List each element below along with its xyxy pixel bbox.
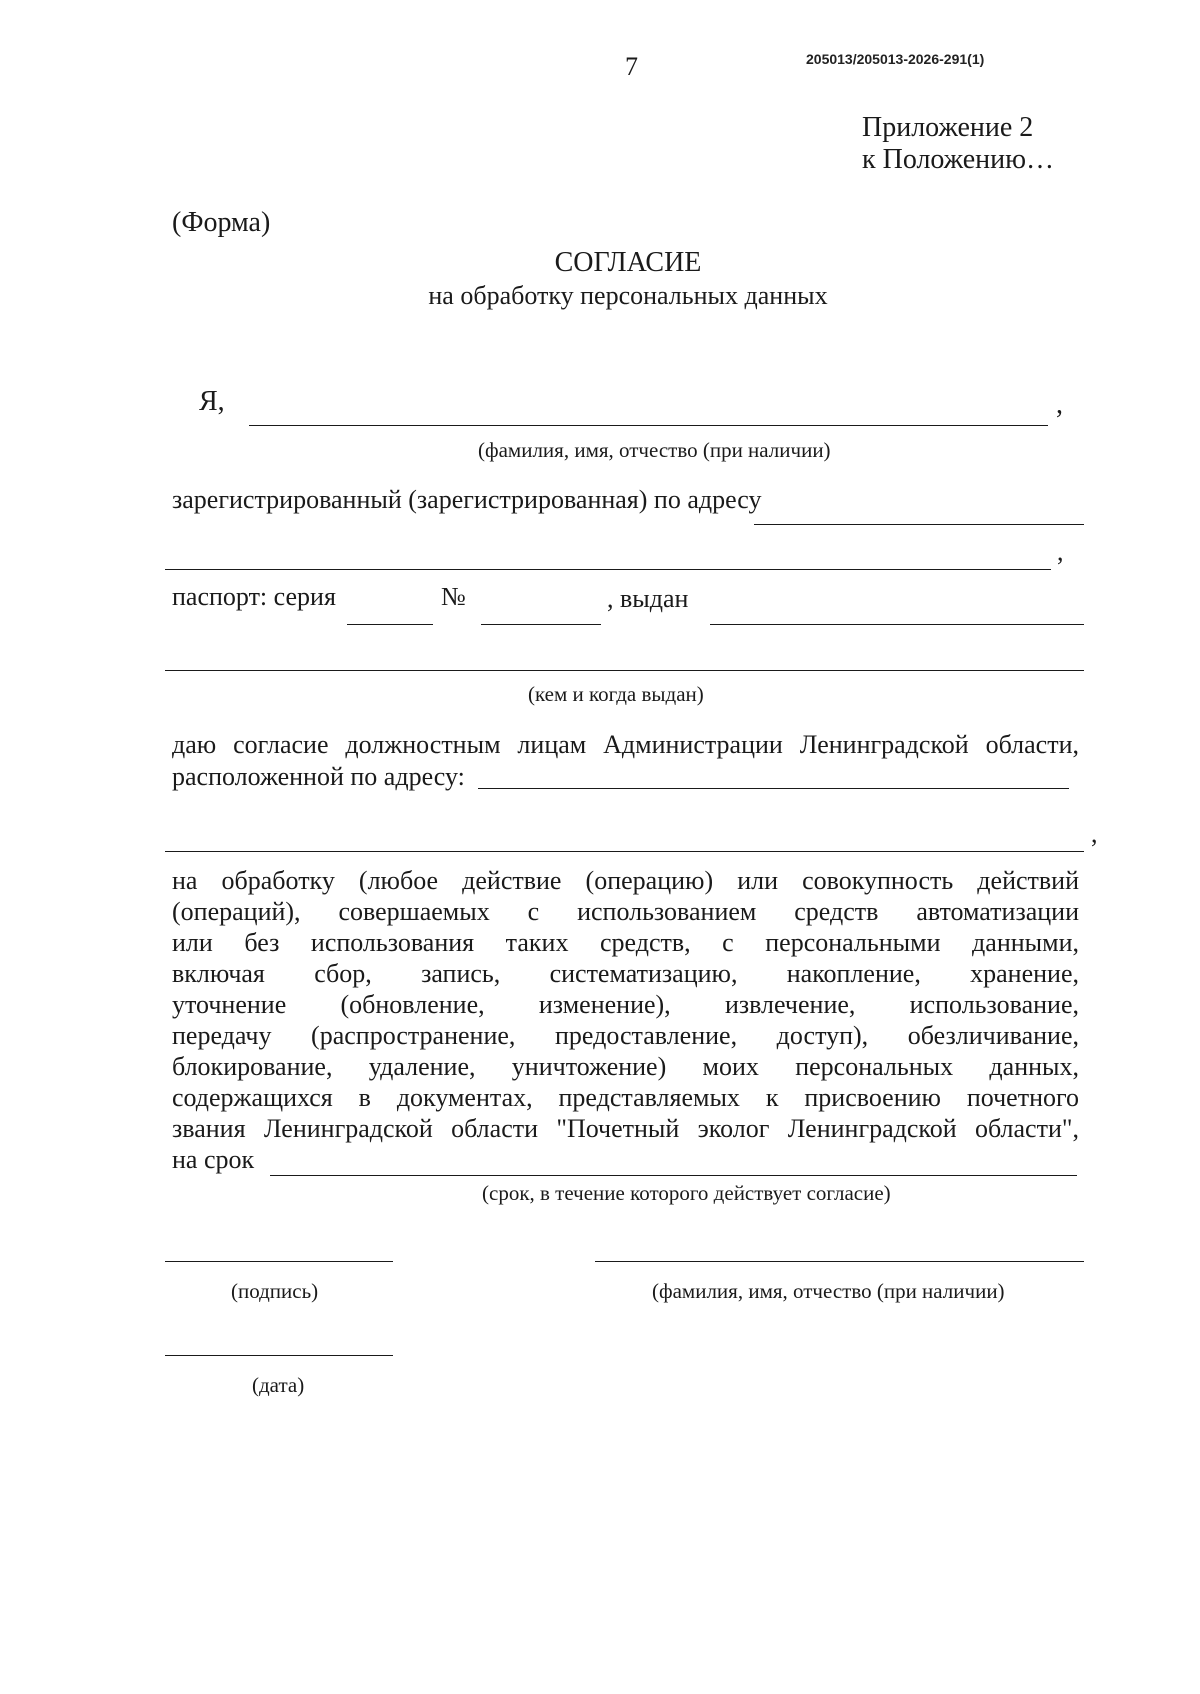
body-line-8: содержащихся в документах, представляемых к присвоению почетного bbox=[172, 1083, 1079, 1112]
fio-caption: (фамилия, имя, отчество (при наличии) bbox=[478, 438, 831, 462]
body-line-2: (операций), совершаемых с использованием средств автоматизации bbox=[172, 897, 1079, 926]
admin-address-input-line-2[interactable] bbox=[165, 851, 1084, 852]
registered-label: зарегистрированный (зарегистрированная) по адресу bbox=[172, 485, 762, 514]
signer-fio-caption: (фамилия, имя, отчество (при наличии) bbox=[652, 1279, 1005, 1303]
appendix-line-2: к Положению… bbox=[862, 144, 1055, 175]
admin-address-input-line-1[interactable] bbox=[478, 788, 1069, 789]
body-line-5: уточнение (обновление, изменение), извлечение, использование, bbox=[172, 990, 1079, 1019]
address-input-line-2[interactable] bbox=[165, 569, 1051, 570]
ya-prefix: Я, bbox=[199, 386, 225, 417]
passport-series-input-line[interactable] bbox=[347, 624, 433, 625]
fio-comma: , bbox=[1056, 389, 1063, 420]
body-line-6: передачу (распространение, предоставление, доступ), обезличивание, bbox=[172, 1021, 1079, 1050]
issued-by-input-line-2[interactable] bbox=[165, 670, 1084, 671]
passport-number-input-line[interactable] bbox=[481, 624, 601, 625]
passport-series-label: паспорт: серия bbox=[172, 582, 336, 611]
body-line-9: звания Ленинградской области "Почетный эколог Ленинградской области", bbox=[172, 1114, 1079, 1143]
document-title: СОГЛАСИЕ bbox=[554, 247, 702, 278]
admin-address-comma: , bbox=[1091, 819, 1098, 848]
document-code: 205013/205013-2026-291(1) bbox=[806, 51, 985, 67]
signature-caption: (подпись) bbox=[231, 1279, 319, 1303]
page-number: 7 bbox=[625, 52, 638, 81]
body-line-3: или без использования таких средств, с персональными данными, bbox=[172, 928, 1079, 957]
body-line-1: на обработку (любое действие (операцию) или совокупность действий bbox=[172, 866, 1079, 895]
term-caption: (срок, в течение которого действует согласие) bbox=[482, 1181, 891, 1205]
issued-caption: (кем и когда выдан) bbox=[528, 682, 704, 706]
signer-fio-input-line[interactable] bbox=[595, 1261, 1084, 1262]
issued-by-input-line-1[interactable] bbox=[710, 624, 1084, 625]
body-line-4: включая сбор, запись, систематизацию, накопление, хранение, bbox=[172, 959, 1079, 988]
consent-line-2: расположенной по адресу: bbox=[172, 762, 465, 791]
issued-label: , выдан bbox=[607, 584, 689, 613]
document-subtitle: на обработку персональных данных bbox=[428, 281, 828, 310]
address-comma: , bbox=[1057, 537, 1064, 566]
address-input-line-1[interactable] bbox=[754, 524, 1084, 525]
signature-input-line[interactable] bbox=[165, 1261, 393, 1262]
body-line-7: блокирование, удаление, уничтожение) моих персональных данных, bbox=[172, 1052, 1079, 1081]
term-label: на срок bbox=[172, 1145, 255, 1174]
appendix-line-1: Приложение 2 bbox=[862, 112, 1034, 143]
term-input-line[interactable] bbox=[270, 1175, 1077, 1176]
consent-line-1: даю согласие должностным лицам Администрации Ленинградской области, bbox=[172, 730, 1079, 759]
number-sign: № bbox=[441, 582, 466, 611]
fio-input-line[interactable] bbox=[249, 425, 1048, 426]
date-caption: (дата) bbox=[252, 1373, 305, 1397]
form-label: (Форма) bbox=[172, 207, 271, 238]
date-input-line[interactable] bbox=[165, 1355, 393, 1356]
